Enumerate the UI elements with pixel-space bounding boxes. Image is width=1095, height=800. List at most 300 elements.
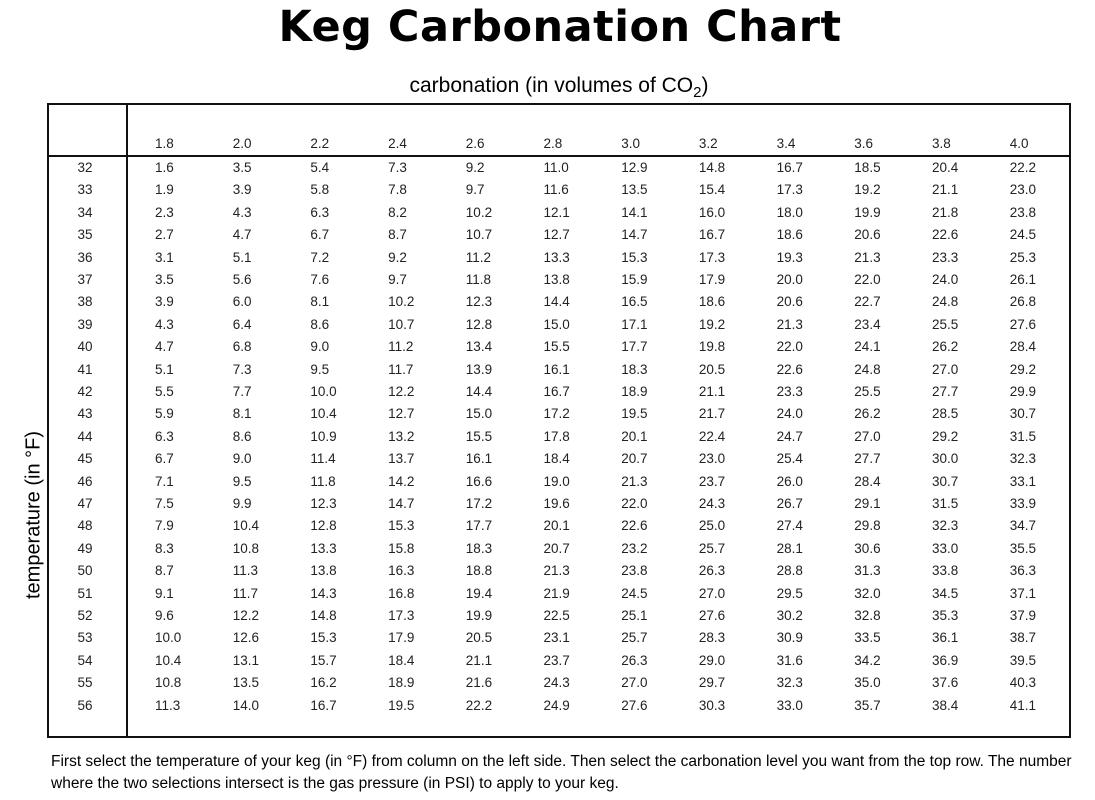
pressure-cell: 8.6: [232, 428, 252, 444]
row-header-temperature: 40: [77, 339, 93, 355]
pressure-cell: 19.6: [543, 496, 570, 511]
pressure-cell: 8.7: [155, 563, 174, 579]
pressure-cell: 27.0: [854, 428, 881, 444]
pressure-cell: 17.8: [543, 428, 570, 444]
pressure-cell: 11.8: [310, 473, 336, 489]
pressure-cell: 41.1: [1009, 697, 1036, 713]
column-header: 3.4: [776, 136, 796, 151]
pressure-cell: 14.0: [232, 697, 259, 713]
column-axis-label-suffix: ): [701, 74, 709, 97]
pressure-cell: 16.7: [776, 160, 803, 175]
pressure-cell: 8.3: [155, 540, 174, 556]
pressure-cell: 27.6: [1009, 316, 1036, 332]
row-header-temperature: 38: [77, 294, 93, 310]
pressure-cell: 13.8: [543, 272, 570, 287]
pressure-cell: 16.2: [310, 675, 337, 691]
pressure-cell: 16.6: [465, 473, 493, 489]
pressure-cell: 26.0: [776, 473, 803, 489]
row-header-temperature: 52: [77, 608, 93, 623]
pressure-cell: 25.1: [621, 608, 648, 623]
pressure-cell: 13.1: [232, 652, 259, 668]
row-header-temperature: 43: [77, 406, 93, 422]
pressure-cell: 11.7: [388, 361, 414, 377]
pressure-cell: 19.3: [776, 249, 803, 265]
pressure-cell: 13.7: [388, 451, 415, 467]
row-header-temperature: 34: [77, 204, 93, 220]
pressure-cell: 12.3: [310, 496, 337, 511]
row-header-temperature: 50: [77, 563, 93, 579]
pressure-cell: 19.9: [854, 204, 881, 220]
pressure-cell: 19.8: [698, 339, 726, 355]
pressure-cell: 35.5: [1009, 540, 1036, 556]
row-header-temperature: 49: [77, 540, 93, 556]
pressure-cell: 12.8: [465, 316, 493, 332]
pressure-cell: 11.4: [310, 451, 336, 467]
pressure-cell: 20.7: [543, 540, 570, 556]
pressure-cell: 20.6: [854, 227, 881, 243]
pressure-cell: 5.4: [310, 160, 330, 175]
pressure-cell: 17.3: [776, 182, 803, 198]
pressure-cell: 11.6: [543, 182, 569, 198]
pressure-cell: 22.6: [621, 518, 648, 534]
pressure-cell: 23.7: [698, 473, 726, 489]
pressure-cell: 22.2: [465, 697, 493, 713]
pressure-cell: 15.0: [543, 316, 570, 332]
pressure-cell: 27.6: [621, 697, 648, 713]
pressure-cell: 26.7: [776, 496, 803, 511]
pressure-cell: 21.1: [698, 384, 726, 399]
pressure-cell: 24.9: [543, 697, 570, 713]
pressure-cell: 21.3: [854, 249, 881, 265]
pressure-cell: 31.6: [776, 652, 803, 668]
pressure-cell: 21.7: [698, 406, 726, 422]
row-header-temperature: 55: [77, 675, 93, 691]
pressure-cell: 11.2: [465, 249, 492, 265]
pressure-cell: 30.3: [698, 697, 726, 713]
pressure-cell: 31.3: [854, 563, 881, 579]
pressure-cell: 17.3: [388, 608, 415, 623]
pressure-cell: 9.0: [310, 339, 330, 355]
pressure-cell: 6.3: [155, 428, 174, 444]
column-header: 3.0: [621, 136, 640, 151]
pressure-cell: 13.2: [388, 428, 415, 444]
pressure-cell: 22.0: [776, 339, 803, 355]
pressure-cell: 2.3: [155, 204, 174, 220]
pressure-cell: 7.3: [232, 361, 252, 377]
pressure-cell: 10.8: [155, 675, 182, 691]
pressure-cell: 7.9: [155, 518, 174, 534]
row-header-temperature: 39: [77, 316, 93, 332]
pressure-cell: 33.1: [1009, 473, 1036, 489]
pressure-cell: 6.7: [310, 227, 330, 243]
pressure-cell: 7.7: [232, 384, 252, 399]
pressure-cell: 28.8: [776, 563, 803, 579]
pressure-cell: 20.4: [932, 160, 959, 175]
pressure-cell: 27.0: [621, 675, 648, 691]
pressure-cell: 30.2: [776, 608, 803, 623]
pressure-cell: 34.5: [932, 585, 959, 601]
pressure-cell: 4.7: [232, 227, 252, 243]
pressure-cell: 23.2: [621, 540, 648, 556]
pressure-cell: 5.8: [310, 182, 330, 198]
pressure-cell: 7.2: [310, 249, 330, 265]
column-header: 2.0: [232, 136, 252, 151]
column-axis-label-subscript: 2: [693, 84, 702, 101]
pressure-cell: 33.8: [932, 563, 959, 579]
pressure-cell: 38.4: [932, 697, 959, 713]
row-axis-label: temperature (in °F): [22, 430, 45, 600]
pressure-cell: 35.3: [932, 608, 959, 623]
pressure-cell: 5.9: [155, 406, 174, 422]
pressure-cell: 30.7: [1009, 406, 1036, 422]
pressure-cell: 30.6: [854, 540, 881, 556]
pressure-cell: 20.5: [698, 361, 726, 377]
pressure-cell: 16.0: [698, 204, 726, 220]
pressure-cell: 9.6: [155, 608, 174, 623]
pressure-cell: 29.7: [698, 675, 726, 691]
pressure-cell: 9.7: [388, 272, 407, 287]
pressure-cell: 9.1: [155, 585, 174, 601]
pressure-cell: 18.0: [776, 204, 803, 220]
chart-title: Keg Carbonation Chart: [278, 2, 842, 52]
pressure-cell: 8.1: [310, 294, 330, 310]
pressure-cell: 15.5: [465, 428, 493, 444]
pressure-cell: 25.7: [621, 630, 648, 646]
column-header: 1.8: [155, 136, 174, 151]
pressure-cell: 19.9: [465, 608, 493, 623]
pressure-cell: 32.3: [932, 518, 959, 534]
pressure-cell: 19.5: [621, 406, 648, 422]
pressure-cell: 11.3: [232, 563, 258, 579]
pressure-cell: 22.2: [1009, 160, 1036, 175]
pressure-cell: 35.0: [854, 675, 881, 691]
row-header-temperature: 53: [77, 630, 93, 646]
pressure-cell: 18.9: [388, 675, 415, 691]
pressure-cell: 17.9: [698, 272, 726, 287]
column-header: 2.8: [543, 136, 563, 151]
pressure-cell: 11.2: [388, 339, 414, 355]
pressure-cell: 21.1: [465, 652, 493, 668]
pressure-cell: 12.1: [543, 204, 570, 220]
pressure-cell: 26.3: [621, 652, 648, 668]
pressure-cell: 14.1: [621, 204, 648, 220]
pressure-cell: 6.7: [155, 451, 174, 467]
pressure-cell: 20.5: [465, 630, 493, 646]
pressure-cell: 12.3: [465, 294, 493, 310]
pressure-cell: 17.7: [621, 339, 648, 355]
pressure-cell: 9.2: [388, 249, 407, 265]
pressure-cell: 24.8: [932, 294, 959, 310]
pressure-cell: 10.4: [232, 518, 259, 534]
pressure-cell: 13.8: [310, 563, 337, 579]
pressure-cell: 3.1: [155, 249, 174, 265]
pressure-cell: 24.0: [776, 406, 803, 422]
column-header-divider: [47, 155, 1071, 157]
pressure-cell: 6.8: [232, 339, 252, 355]
pressure-cell: 10.0: [310, 384, 337, 399]
pressure-cell: 39.5: [1009, 652, 1036, 668]
pressure-cell: 22.0: [621, 496, 648, 511]
pressure-cell: 22.0: [854, 272, 881, 287]
pressure-cell: 23.4: [854, 316, 881, 332]
pressure-cell: 21.3: [776, 316, 803, 332]
pressure-cell: 26.2: [854, 406, 881, 422]
pressure-cell: 27.7: [932, 384, 959, 399]
pressure-cell: 7.5: [155, 496, 174, 511]
pressure-cell: 10.7: [465, 227, 493, 243]
pressure-cell: 20.7: [621, 451, 648, 467]
pressure-cell: 23.1: [543, 630, 570, 646]
pressure-cell: 26.2: [932, 339, 959, 355]
row-header-temperature: 41: [77, 361, 93, 377]
pressure-cell: 36.3: [1009, 563, 1036, 579]
row-header-temperature: 54: [77, 652, 93, 668]
pressure-cell: 29.2: [932, 428, 959, 444]
pressure-cell: 10.7: [388, 316, 415, 332]
pressure-cell: 38.7: [1009, 630, 1036, 646]
pressure-cell: 13.5: [232, 675, 259, 691]
pressure-cell: 24.3: [698, 496, 726, 511]
pressure-cell: 24.8: [854, 361, 881, 377]
pressure-cell: 5.1: [155, 361, 174, 377]
pressure-cell: 16.8: [388, 585, 415, 601]
pressure-cell: 21.3: [621, 473, 648, 489]
row-header-temperature: 56: [77, 697, 93, 713]
column-header: 2.4: [388, 136, 407, 151]
pressure-cell: 25.4: [776, 451, 803, 467]
pressure-cell: 22.7: [854, 294, 881, 310]
pressure-cell: 37.1: [1009, 585, 1036, 601]
pressure-cell: 17.3: [698, 249, 726, 265]
pressure-cell: 35.7: [854, 697, 881, 713]
pressure-cell: 18.6: [698, 294, 726, 310]
pressure-cell: 6.3: [310, 204, 330, 220]
pressure-cell: 29.8: [854, 518, 881, 534]
pressure-cell: 30.9: [776, 630, 803, 646]
pressure-cell: 17.7: [465, 518, 493, 534]
pressure-cell: 16.3: [388, 563, 415, 579]
pressure-cell: 12.9: [621, 160, 648, 175]
column-header: 2.2: [310, 136, 330, 151]
pressure-cell: 32.8: [854, 608, 881, 623]
pressure-cell: 28.3: [698, 630, 726, 646]
column-header: 4.0: [1009, 136, 1029, 151]
pressure-cell: 23.3: [776, 384, 803, 399]
pressure-cell: 32.3: [776, 675, 803, 691]
pressure-cell: 5.6: [232, 272, 252, 287]
pressure-cell: 10.9: [310, 428, 337, 444]
pressure-cell: 10.4: [155, 652, 182, 668]
pressure-cell: 4.3: [232, 204, 252, 220]
row-header-temperature: 32: [77, 160, 93, 175]
pressure-cell: 33.5: [854, 630, 881, 646]
pressure-cell: 27.0: [932, 361, 959, 377]
pressure-cell: 16.1: [465, 451, 493, 467]
pressure-cell: 14.4: [543, 294, 570, 310]
pressure-cell: 22.6: [776, 361, 803, 377]
pressure-cell: 8.6: [310, 316, 330, 332]
pressure-cell: 25.7: [698, 540, 726, 556]
pressure-cell: 16.5: [621, 294, 648, 310]
row-header-temperature: 48: [77, 518, 93, 534]
pressure-cell: 15.9: [621, 272, 648, 287]
pressure-cell: 9.5: [310, 361, 330, 377]
pressure-cell: 19.5: [388, 697, 415, 713]
pressure-cell: 19.2: [854, 182, 881, 198]
pressure-cell: 3.9: [155, 294, 174, 310]
pressure-cell: 18.3: [621, 361, 648, 377]
pressure-cell: 20.1: [621, 428, 648, 444]
row-header-temperature: 44: [77, 428, 93, 444]
pressure-cell: 12.8: [310, 518, 337, 534]
pressure-cell: 29.0: [698, 652, 726, 668]
pressure-cell: 11.3: [155, 697, 181, 713]
pressure-cell: 40.3: [1009, 675, 1036, 691]
pressure-cell: 3.9: [232, 182, 252, 198]
pressure-cell: 25.3: [1009, 249, 1036, 265]
pressure-cell: 24.1: [854, 339, 881, 355]
pressure-cell: 10.4: [310, 406, 337, 422]
pressure-cell: 6.0: [232, 294, 252, 310]
instructions-note: First select the temperature of your keg (in °F) from column on the left side. Then select the carbonation level you want from the top row. The number where the two selections intersect is the gas pressure (in PSI) to apply to your keg.: [51, 753, 1072, 792]
pressure-cell: 30.7: [932, 473, 959, 489]
pressure-cell: 34.2: [854, 652, 881, 668]
pressure-cell: 19.4: [465, 585, 493, 601]
pressure-cell: 16.7: [310, 697, 337, 713]
row-header-temperature: 46: [77, 473, 93, 489]
row-header-temperature: 45: [77, 451, 93, 467]
row-header-temperature: 42: [77, 384, 93, 399]
pressure-cell: 14.3: [310, 585, 337, 601]
pressure-cell: 14.2: [388, 473, 415, 489]
pressure-cell: 1.6: [155, 160, 174, 175]
pressure-cell: 8.1: [232, 406, 252, 422]
pressure-cell: 24.3: [543, 675, 570, 691]
pressure-cell: 22.6: [932, 227, 959, 243]
column-header: 3.6: [854, 136, 874, 151]
pressure-cell: 23.3: [932, 249, 959, 265]
pressure-cell: 28.1: [776, 540, 803, 556]
row-header-temperature: 33: [77, 182, 93, 198]
pressure-cell: 7.8: [388, 182, 407, 198]
pressure-cell: 18.5: [854, 160, 881, 175]
pressure-cell: 18.3: [465, 540, 493, 556]
pressure-cell: 15.0: [465, 406, 493, 422]
column-header: 3.8: [932, 136, 951, 151]
pressure-cell: 14.4: [465, 384, 493, 399]
pressure-cell: 21.6: [465, 675, 493, 691]
pressure-cell: 36.9: [932, 652, 959, 668]
column-header: 2.6: [465, 136, 485, 151]
pressure-cell: 2.7: [155, 227, 174, 243]
pressure-cell: 8.7: [388, 227, 407, 243]
pressure-cell: 18.9: [621, 384, 648, 399]
pressure-cell: 29.1: [854, 496, 881, 511]
pressure-cell: 13.9: [465, 361, 493, 377]
pressure-cell: 17.2: [543, 406, 570, 422]
pressure-cell: 8.2: [388, 204, 407, 220]
pressure-cell: 29.2: [1009, 361, 1036, 377]
row-header-temperature: 35: [77, 227, 93, 243]
pressure-cell: 31.5: [932, 496, 959, 511]
pressure-cell: 19.2: [698, 316, 726, 332]
pressure-cell: 10.2: [388, 294, 415, 310]
pressure-cell: 21.9: [543, 585, 570, 601]
column-header: 3.2: [698, 136, 718, 151]
pressure-cell: 15.7: [310, 652, 337, 668]
pressure-cell: 27.4: [776, 518, 803, 534]
pressure-cell: 27.7: [854, 451, 881, 467]
pressure-cell: 20.6: [776, 294, 803, 310]
pressure-cell: 11.7: [232, 585, 258, 601]
pressure-cell: 10.8: [232, 540, 259, 556]
pressure-cell: 1.9: [155, 182, 174, 198]
pressure-cell: 10.0: [155, 630, 182, 646]
pressure-cell: 26.3: [698, 563, 726, 579]
pressure-cell: 33.9: [1009, 496, 1036, 511]
pressure-cell: 4.3: [155, 316, 174, 332]
pressure-cell: 23.8: [621, 563, 648, 579]
pressure-cell: 14.8: [698, 160, 726, 175]
pressure-cell: 32.0: [854, 585, 881, 601]
pressure-cell: 23.0: [698, 451, 726, 467]
pressure-cell: 14.8: [310, 608, 337, 623]
pressure-cell: 21.3: [543, 563, 570, 579]
pressure-cell: 15.8: [388, 540, 415, 556]
pressure-cell: 21.8: [932, 204, 959, 220]
pressure-cell: 11.8: [465, 272, 492, 287]
column-axis-label-text: carbonation (in volumes of CO: [409, 74, 694, 97]
pressure-cell: 20.1: [543, 518, 570, 534]
pressure-cell: 13.3: [543, 249, 570, 265]
column-axis-label: [47, 74, 1071, 101]
pressure-cell: 32.3: [1009, 451, 1036, 467]
pressure-cell: 25.5: [932, 316, 959, 332]
pressure-cell: 18.4: [388, 652, 415, 668]
row-header-temperature: 36: [77, 249, 93, 265]
pressure-cell: 22.4: [698, 428, 726, 444]
pressure-cell: 23.7: [543, 652, 570, 668]
pressure-cell: 27.6: [698, 608, 726, 623]
pressure-cell: 28.4: [1009, 339, 1036, 355]
pressure-cell: 7.3: [388, 160, 407, 175]
pressure-cell: 9.7: [465, 182, 485, 198]
pressure-cell: 14.7: [621, 227, 648, 243]
pressure-cell: 33.0: [776, 697, 803, 713]
pressure-cell: 3.5: [232, 160, 252, 175]
pressure-cell: 14.7: [388, 496, 415, 511]
pressure-cell: 10.2: [465, 204, 493, 220]
pressure-cell: 9.5: [232, 473, 252, 489]
pressure-cell: 33.0: [932, 540, 959, 556]
pressure-cell: 15.3: [310, 630, 337, 646]
pressure-cell: 24.0: [932, 272, 959, 287]
pressure-cell: 12.6: [232, 630, 259, 646]
pressure-cell: 16.1: [543, 361, 570, 377]
pressure-cell: 12.2: [232, 608, 259, 623]
pressure-cell: 12.7: [543, 227, 570, 243]
pressure-cell: 13.3: [310, 540, 337, 556]
pressure-cell: 30.0: [932, 451, 959, 467]
pressure-cell: 37.6: [932, 675, 959, 691]
pressure-cell: 25.0: [698, 518, 726, 534]
pressure-cell: 16.7: [698, 227, 726, 243]
pressure-cell: 31.5: [1009, 428, 1036, 444]
pressure-cell: 26.8: [1009, 294, 1036, 310]
pressure-cell: 15.3: [388, 518, 415, 534]
pressure-cell: 7.6: [310, 272, 330, 287]
pressure-cell: 16.7: [543, 384, 570, 399]
